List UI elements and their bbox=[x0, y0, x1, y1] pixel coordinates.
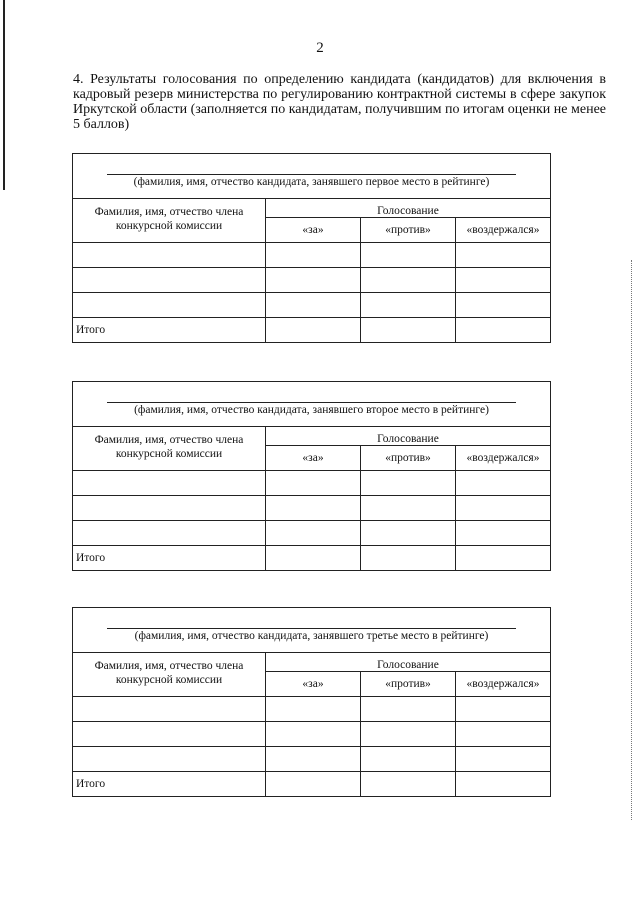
total-against-input-cell[interactable] bbox=[361, 318, 456, 343]
member-name-input-cell[interactable] bbox=[73, 722, 266, 747]
vote-for-input-cell[interactable] bbox=[266, 747, 361, 772]
vote-for-input-cell[interactable] bbox=[266, 521, 361, 546]
total-row bbox=[73, 546, 551, 571]
candidate-name-line bbox=[107, 402, 516, 403]
vote-for-input-cell[interactable] bbox=[266, 268, 361, 293]
vote-abstain-input-cell[interactable] bbox=[456, 747, 551, 772]
member-name-input-cell[interactable] bbox=[73, 697, 266, 722]
voting-header: Голосование bbox=[266, 199, 551, 218]
scan-edge-mark bbox=[631, 260, 633, 820]
table-row bbox=[73, 722, 551, 747]
table-row bbox=[73, 521, 551, 546]
candidate-name-cell[interactable] bbox=[73, 608, 551, 653]
vote-against-input-cell[interactable] bbox=[361, 471, 456, 496]
voting-table-second-place bbox=[72, 381, 551, 571]
vote-abstain-input-cell[interactable] bbox=[456, 496, 551, 521]
total-row bbox=[73, 318, 551, 343]
voting-table-first-place bbox=[72, 153, 551, 343]
vote-abstain-header: «воздержался» bbox=[456, 672, 551, 697]
vote-abstain-input-cell[interactable] bbox=[456, 722, 551, 747]
vote-for-input-cell[interactable] bbox=[266, 697, 361, 722]
vote-abstain-input-cell[interactable] bbox=[456, 243, 551, 268]
total-for-input-cell[interactable] bbox=[266, 318, 361, 343]
member-name-input-cell[interactable] bbox=[73, 496, 266, 521]
vote-against-input-cell[interactable] bbox=[361, 268, 456, 293]
table-row bbox=[73, 268, 551, 293]
vote-abstain-input-cell[interactable] bbox=[456, 268, 551, 293]
total-against-input-cell[interactable] bbox=[361, 772, 456, 797]
vote-against-input-cell[interactable] bbox=[361, 243, 456, 268]
vote-against-input-cell[interactable] bbox=[361, 747, 456, 772]
vote-abstain-input-cell[interactable] bbox=[456, 697, 551, 722]
table-row bbox=[73, 293, 551, 318]
table-row bbox=[73, 697, 551, 722]
vote-for-header: «за» bbox=[266, 672, 361, 697]
total-against-input-cell[interactable] bbox=[361, 546, 456, 571]
candidate-name-line bbox=[107, 174, 516, 175]
candidate-name-caption: (фамилия, имя, отчество кандидата, занявшего первое место в рейтинге) bbox=[133, 176, 490, 188]
vote-for-input-cell[interactable] bbox=[266, 496, 361, 521]
vote-abstain-input-cell[interactable] bbox=[456, 521, 551, 546]
table-row bbox=[73, 471, 551, 496]
vote-against-input-cell[interactable] bbox=[361, 496, 456, 521]
total-label: Итого bbox=[73, 546, 266, 571]
total-for-input-cell[interactable] bbox=[266, 546, 361, 571]
vote-against-input-cell[interactable] bbox=[361, 293, 456, 318]
member-name-input-cell[interactable] bbox=[73, 293, 266, 318]
member-name-input-cell[interactable] bbox=[73, 243, 266, 268]
candidate-name-caption: (фамилия, имя, отчество кандидата, занявшего третье место в рейтинге) bbox=[134, 630, 489, 642]
candidate-name-cell[interactable] bbox=[73, 382, 551, 427]
candidate-name-caption: (фамилия, имя, отчество кандидата, занявшего второе место в рейтинге) bbox=[134, 404, 489, 416]
table-row bbox=[73, 496, 551, 521]
voting-header: Голосование bbox=[266, 653, 551, 672]
scan-edge-mark bbox=[3, 0, 5, 190]
member-name-header: Фамилия, имя, отчество члена конкурсной комиссии bbox=[73, 199, 266, 243]
member-name-header: Фамилия, имя, отчество члена конкурсной комиссии bbox=[73, 427, 266, 471]
vote-for-header: «за» bbox=[266, 446, 361, 471]
vote-for-input-cell[interactable] bbox=[266, 243, 361, 268]
total-abstain-input-cell[interactable] bbox=[456, 546, 551, 571]
vote-against-input-cell[interactable] bbox=[361, 521, 456, 546]
vote-for-input-cell[interactable] bbox=[266, 293, 361, 318]
section-4-intro: 4. Результаты голосования по определению кандидата (кандидатов) для включения в кадровый резерв министерства по регулированию контрактной системы в сфере закупок Иркутской области (заполняется по кандидатам, получившим по итогам оценки не менее 5 баллов) bbox=[73, 72, 606, 132]
vote-abstain-input-cell[interactable] bbox=[456, 471, 551, 496]
total-abstain-input-cell[interactable] bbox=[456, 318, 551, 343]
total-label: Итого bbox=[73, 318, 266, 343]
candidate-name-line bbox=[107, 628, 516, 629]
member-name-input-cell[interactable] bbox=[73, 521, 266, 546]
vote-against-header: «против» bbox=[361, 218, 456, 243]
member-name-header: Фамилия, имя, отчество члена конкурсной комиссии bbox=[73, 653, 266, 697]
vote-abstain-input-cell[interactable] bbox=[456, 293, 551, 318]
total-abstain-input-cell[interactable] bbox=[456, 772, 551, 797]
table-row bbox=[73, 747, 551, 772]
vote-for-input-cell[interactable] bbox=[266, 722, 361, 747]
vote-abstain-header: «воздержался» bbox=[456, 218, 551, 243]
member-name-input-cell[interactable] bbox=[73, 471, 266, 496]
candidate-name-cell[interactable] bbox=[73, 154, 551, 199]
table-row bbox=[73, 243, 551, 268]
voting-table-third-place bbox=[72, 607, 551, 797]
vote-for-input-cell[interactable] bbox=[266, 471, 361, 496]
vote-against-input-cell[interactable] bbox=[361, 722, 456, 747]
total-row bbox=[73, 772, 551, 797]
vote-against-input-cell[interactable] bbox=[361, 697, 456, 722]
total-label: Итого bbox=[73, 772, 266, 797]
vote-for-header: «за» bbox=[266, 218, 361, 243]
vote-against-header: «против» bbox=[361, 446, 456, 471]
vote-against-header: «против» bbox=[361, 672, 456, 697]
total-for-input-cell[interactable] bbox=[266, 772, 361, 797]
voting-header: Голосование bbox=[266, 427, 551, 446]
member-name-input-cell[interactable] bbox=[73, 747, 266, 772]
vote-abstain-header: «воздержался» bbox=[456, 446, 551, 471]
member-name-input-cell[interactable] bbox=[73, 268, 266, 293]
page-number: 2 bbox=[316, 40, 324, 56]
